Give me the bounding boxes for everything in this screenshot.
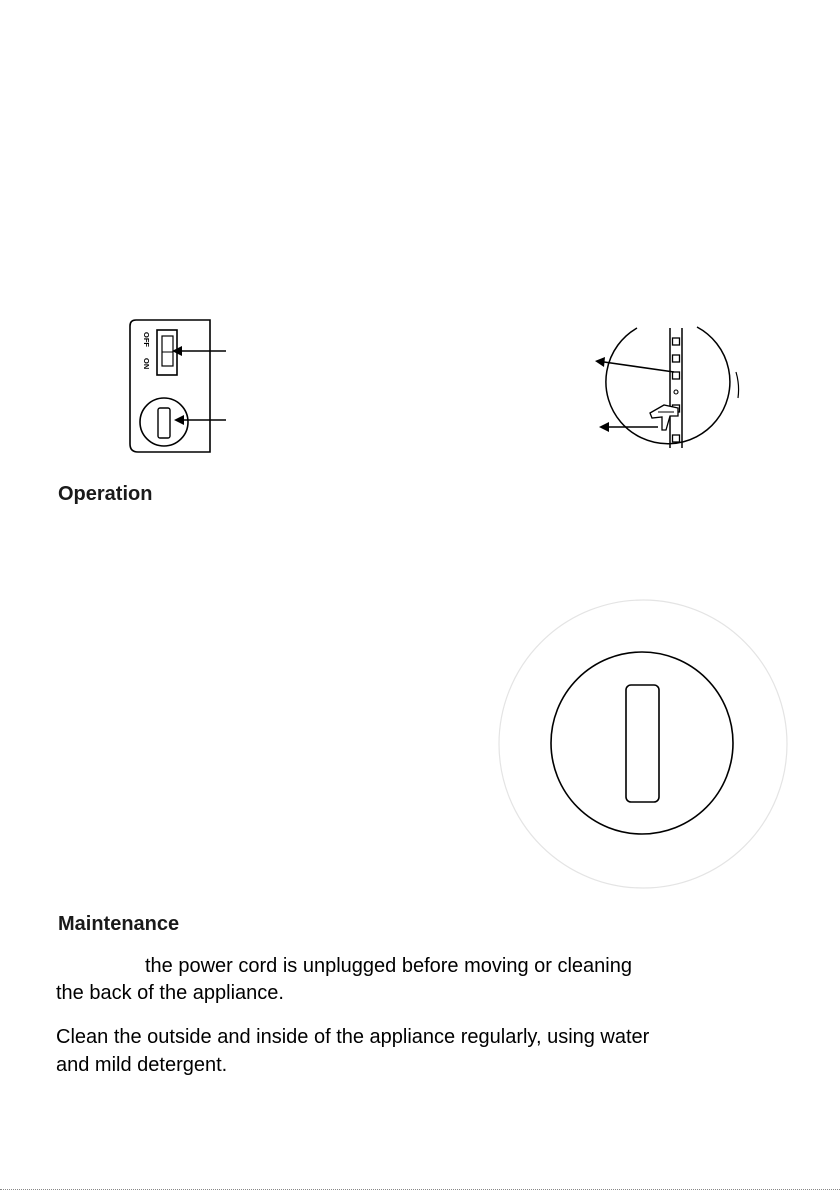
switch-arrow-icon: [172, 346, 226, 356]
maintenance-paragraph-1-line-1: the power cord is unplugged before moving or cleaning: [145, 955, 632, 977]
thermostat-knob-large-icon: [551, 652, 733, 834]
maintenance-paragraph-2-line-1: Clean the outside and inside of the appliance regularly, using water: [56, 1026, 650, 1048]
switch-on-label: ON: [142, 358, 151, 370]
knob-arrow-icon: [174, 415, 226, 425]
shelf-rail-detail-figure: [586, 320, 746, 456]
page-bottom-divider: [0, 1189, 840, 1190]
rocker-switch-icon: [157, 330, 177, 375]
switch-off-label: OFF: [142, 332, 151, 347]
operation-heading: Operation: [58, 483, 153, 505]
switch-panel-figure: [108, 312, 248, 460]
maintenance-paragraph-2-line-2: and mild detergent.: [56, 1054, 228, 1076]
maintenance-heading: Maintenance: [58, 913, 180, 935]
thermostat-knob-detail-figure: [496, 597, 792, 893]
shelf-rail-icon: [670, 328, 682, 448]
maintenance-paragraph-1-line-2: the back of the appliance.: [56, 982, 284, 1004]
